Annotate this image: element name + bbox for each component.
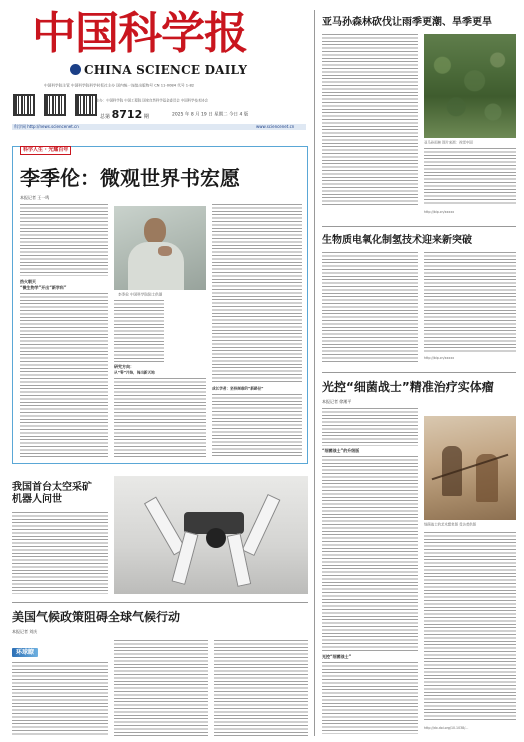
amazon-body-col2 bbox=[424, 148, 516, 206]
masthead-title-cn: 中国科学报 bbox=[32, 8, 247, 59]
scientist-body bbox=[128, 242, 184, 290]
lead-body-col2a bbox=[114, 300, 164, 362]
amazon-photo-caption: 亚马孙雨林 图片来源：视觉中国 bbox=[424, 140, 473, 145]
biomass-link[interactable]: http://bip.cn/xxxxx bbox=[424, 356, 455, 360]
lead-subhead-1b: “微生物学”开出“新学科” bbox=[20, 285, 67, 290]
issue-label: 总第 bbox=[100, 114, 111, 120]
low-divider bbox=[322, 372, 516, 373]
lead-subhead-3: 成长学者：坚持探索的“新路径” bbox=[212, 386, 264, 391]
lead-subhead-2b: 从“零”开始，闯出新天地 bbox=[114, 370, 155, 375]
bacteria-body-col1a bbox=[322, 408, 418, 446]
robot-leg-2 bbox=[242, 494, 281, 556]
robot-headline-1: 我国首台太空采矿 bbox=[12, 482, 92, 493]
climate-headline: 美国气候政策阻碍全球气候行动 bbox=[12, 610, 181, 624]
date-line: 2025 年 8 月 19 日 星期二 今日 4 版 bbox=[172, 112, 249, 118]
qr-code-1 bbox=[13, 94, 35, 116]
scientist-photo-caption: 李季伦 中国科学院院士供图 bbox=[118, 292, 163, 297]
scientist-hand bbox=[158, 246, 172, 256]
masthead-info-1: 中国科学院主管 中国科学院科学时报社主办 国内统一连续出版物号 CN 11-0084 代号 1-82 bbox=[44, 83, 195, 88]
climate-divider bbox=[12, 602, 308, 603]
biomass-body-col1 bbox=[322, 252, 418, 364]
scientist-head bbox=[144, 218, 166, 244]
bacteria-subhead-2: 光控“细菌战士” bbox=[322, 654, 352, 659]
huanqiu-badge: 环球瞭 bbox=[12, 648, 38, 657]
column-tag: 科学人生 · 光耀百年 bbox=[20, 146, 71, 155]
amazon-link[interactable]: http://bip.cn/xxxxx bbox=[424, 210, 455, 214]
lead-body-col1b bbox=[20, 293, 108, 457]
bacteria-photo bbox=[424, 416, 516, 520]
masthead-logo-icon bbox=[70, 64, 81, 75]
climate-body-col1 bbox=[12, 662, 108, 736]
masthead-title-en: CHINA SCIENCE DAILY bbox=[84, 63, 248, 77]
lead-body-col3b bbox=[212, 394, 302, 458]
lead-subhead-1: 热火朝天 bbox=[20, 279, 36, 284]
robot-headline-2: 机器人问世 bbox=[12, 494, 62, 505]
lead-byline: 本报记者 王一鸣 bbox=[20, 195, 50, 200]
lead-headline: 李季伦：微观世界书宏愿 bbox=[20, 166, 240, 190]
biomass-headline: 生物质电氧化制氢技术迎来新突破 bbox=[322, 235, 472, 246]
lead-subhead-2: 研究方向： bbox=[114, 364, 134, 369]
bacteria-byline: 本报记者 徐湘平 bbox=[322, 399, 352, 404]
mid-divider bbox=[322, 226, 516, 227]
climate-body-col2 bbox=[114, 640, 208, 736]
robot-wheel bbox=[206, 528, 226, 548]
climate-byline: 本报记者 刘庆 bbox=[12, 629, 38, 634]
lead-body-col1a bbox=[20, 204, 108, 276]
bacteria-subhead: “细菌战士”的升级版 bbox=[322, 448, 360, 453]
qr-code-3 bbox=[75, 94, 97, 116]
amazon-headline: 亚马孙森林砍伐让雨季更潮、旱季更旱 bbox=[322, 17, 492, 28]
bacteria-photo-caption: 细菌战士的艺术想象图 受访者供图 bbox=[424, 522, 477, 527]
amazon-photo bbox=[424, 34, 516, 138]
climate-body-col3 bbox=[214, 640, 308, 736]
amazon-body-col1 bbox=[322, 34, 418, 206]
bacteria-body-col1b bbox=[322, 456, 418, 652]
bacteria-body-col2 bbox=[424, 532, 516, 722]
lead-body-col2b bbox=[114, 378, 206, 458]
qr-code-2 bbox=[44, 94, 66, 116]
scientist-photo bbox=[114, 206, 206, 290]
robot-photo bbox=[114, 476, 308, 594]
web-right[interactable]: www.sciencenet.cn bbox=[256, 124, 295, 129]
issue-number-value: 8712 bbox=[111, 108, 143, 121]
issue-suffix: 期 bbox=[143, 114, 149, 120]
bacteria-link[interactable]: http://dx.doi.org/10.1038/... bbox=[424, 726, 469, 730]
bacteria-headline: 光控“细菌战士”精准治疗实体瘤 bbox=[322, 380, 494, 394]
web-left[interactable]: 科学网 http://news.sciencenet.cn bbox=[14, 124, 79, 129]
issue-number bbox=[100, 108, 149, 121]
masthead bbox=[0, 0, 316, 134]
masthead-info-2: 主办：中国科学院 中国工程院 国家自然科学基金委员会 中国科学技术协会 bbox=[96, 98, 209, 103]
bacteria-body-col1c bbox=[322, 662, 418, 734]
robot-body bbox=[12, 512, 108, 594]
lead-body-col3a bbox=[212, 204, 302, 384]
biomass-body-col2 bbox=[424, 252, 516, 354]
column-divider bbox=[314, 10, 315, 736]
